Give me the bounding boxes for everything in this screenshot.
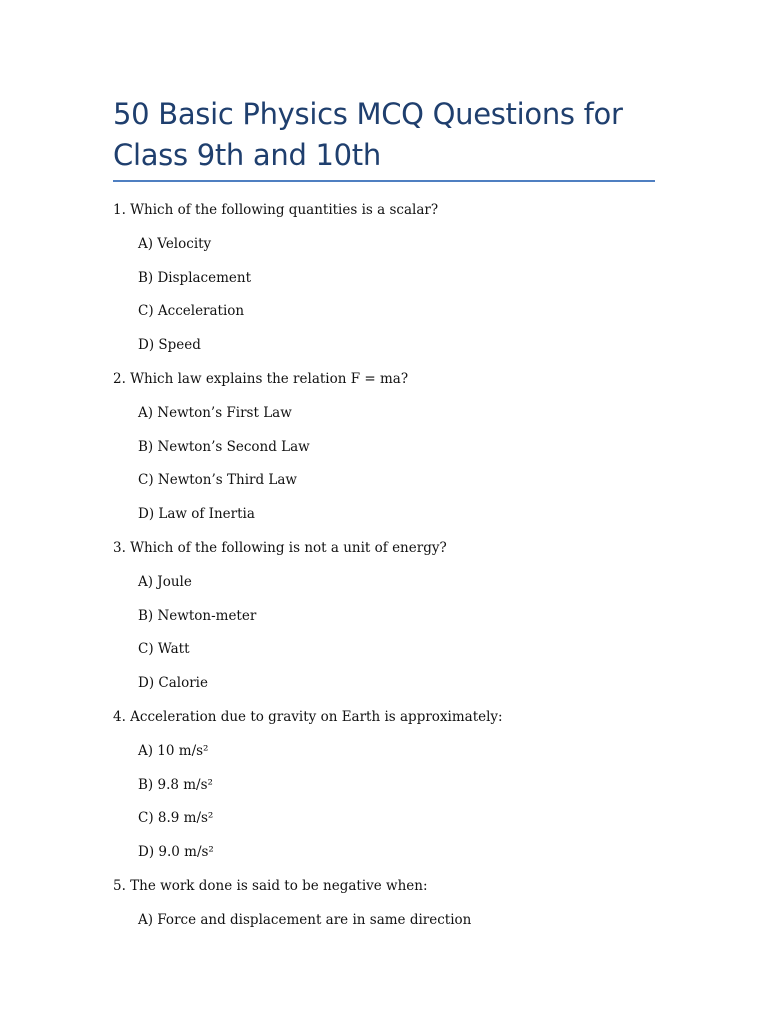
question-3: 3. Which of the following is not a unit of energy? — [113, 539, 447, 556]
question-4-option-d: D) 9.0 m/s² — [138, 844, 214, 861]
question-2-option-b: B) Newton’s Second Law — [138, 438, 310, 455]
question-1-option-a: A) Velocity — [138, 235, 212, 252]
question-list — [113, 201, 673, 945]
question-4-option-c: C) 8.9 m/s² — [138, 810, 214, 827]
question-3-option-b: B) Newton-meter — [138, 607, 257, 624]
question-5-option-a: A) Force and displacement are in same direction — [138, 911, 472, 928]
question-4: 4. Acceleration due to gravity on Earth is approximately: — [113, 708, 503, 725]
question-1-option-d: D) Speed — [138, 337, 201, 354]
question-2-option-c: C) Newton’s Third Law — [138, 472, 297, 489]
question-4-option-a: A) 10 m/s² — [138, 742, 209, 759]
question-2-option-d: D) Law of Inertia — [138, 506, 255, 523]
question-1-option-c: C) Acceleration — [138, 303, 245, 320]
question-1-option-b: B) Displacement — [138, 269, 252, 286]
question-2: 2. Which law explains the relation F = ma? — [113, 370, 409, 387]
question-3-option-a: A) Joule — [138, 573, 192, 590]
title-underline — [113, 180, 655, 182]
question-3-option-c: C) Watt — [138, 641, 190, 658]
question-1: 1. Which of the following quantities is a scalar? — [113, 202, 439, 218]
question-5: 5. The work done is said to be negative when: — [113, 877, 428, 894]
page-title: 50 Basic Physics MCQ Questions for Class 9th and 10th — [113, 97, 623, 172]
question-2-option-a: A) Newton’s First Law — [138, 404, 292, 421]
question-3-option-d: D) Calorie — [138, 675, 208, 692]
question-4-option-b: B) 9.8 m/s² — [138, 776, 213, 793]
